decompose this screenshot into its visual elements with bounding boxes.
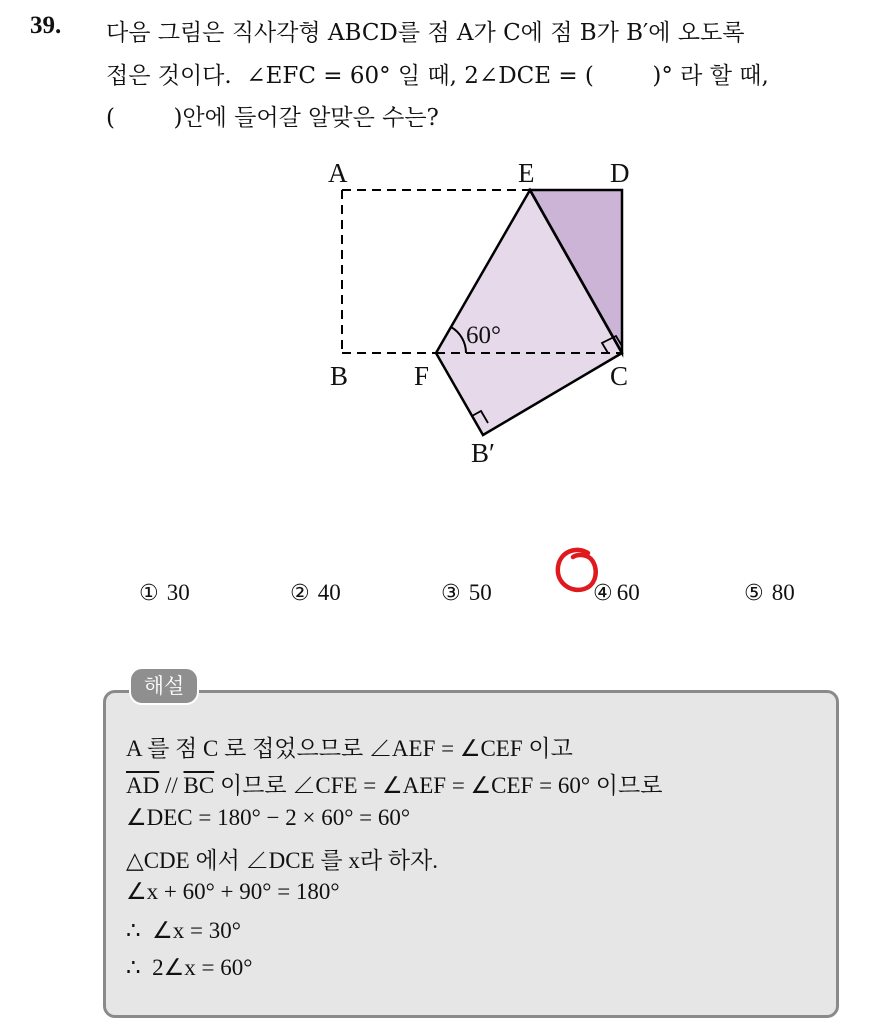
label-b: B (330, 361, 349, 391)
solution-line-3: ∠DEC = 180° − 2 × 60° = 60° (126, 805, 411, 830)
folded-rectangle-figure (320, 150, 680, 484)
answer-choices (0, 555, 884, 606)
segment-ad: $\overline{AD}$ (126, 773, 160, 798)
question-text-line-3: ( )안에 들어갈 알맞은 수는? (106, 105, 439, 131)
choice-2[interactable] (262, 555, 341, 631)
solution-line-2 (126, 767, 662, 800)
label-bprime: B′ (471, 438, 495, 468)
choice-5-number: ⑤ (743, 581, 764, 606)
angle-label-60: 60° (466, 322, 501, 349)
label-d: D (610, 158, 630, 188)
choice-3-number: ③ (440, 581, 461, 606)
choice-5-value: 80 (771, 580, 795, 605)
label-c: C (610, 361, 629, 391)
label-a: A (328, 158, 348, 188)
label-f: F (414, 361, 430, 391)
solution-line-4: △CDE 에서 ∠DCE 를 x라 하자. (126, 848, 438, 873)
choice-2-number: ② (289, 581, 310, 606)
solution-line-5: ∠x + 60° + 90° = 180° (126, 879, 340, 904)
solution-line-2-rest: 이므로 ∠CFE = ∠AEF = ∠CEF = 60° 이므로 (214, 773, 663, 798)
solution-line-6: ∴ ∠x = 30° (126, 918, 241, 943)
choice-4-value: 60 (616, 580, 640, 605)
solution-tab: 해설 (129, 667, 199, 705)
question-text-line-2: 접은 것이다. ∠EFC = 60° 일 때, 2∠DCE = ( )° 라 할 때, (106, 63, 769, 89)
choice-4-number: ④ (592, 581, 613, 606)
parallel-sign: // (159, 773, 184, 798)
solution-line-1: A 를 점 C 로 접었으므로 ∠AEF = ∠CEF 이고 (126, 736, 573, 761)
solution-line-7: ∴ 2∠x = 60° (126, 955, 253, 980)
choice-1[interactable] (111, 555, 190, 631)
question-number: 39. (30, 12, 62, 39)
choice-1-value: 30 (166, 580, 190, 605)
choice-1-number: ① (138, 581, 159, 606)
choice-5[interactable] (716, 555, 795, 631)
figure-svg (320, 150, 680, 480)
answer-circle-mark (553, 545, 603, 597)
choice-3[interactable] (413, 555, 492, 631)
question-text-line-1: 다음 그림은 직사각형 ABCD를 점 A가 C에 점 B가 B′에 오도록 (106, 20, 745, 46)
label-e: E (518, 158, 535, 188)
segment-bc: $\overline{BC}$ (183, 773, 215, 798)
choice-3-value: 50 (468, 580, 492, 605)
choice-2-value: 40 (317, 580, 341, 605)
